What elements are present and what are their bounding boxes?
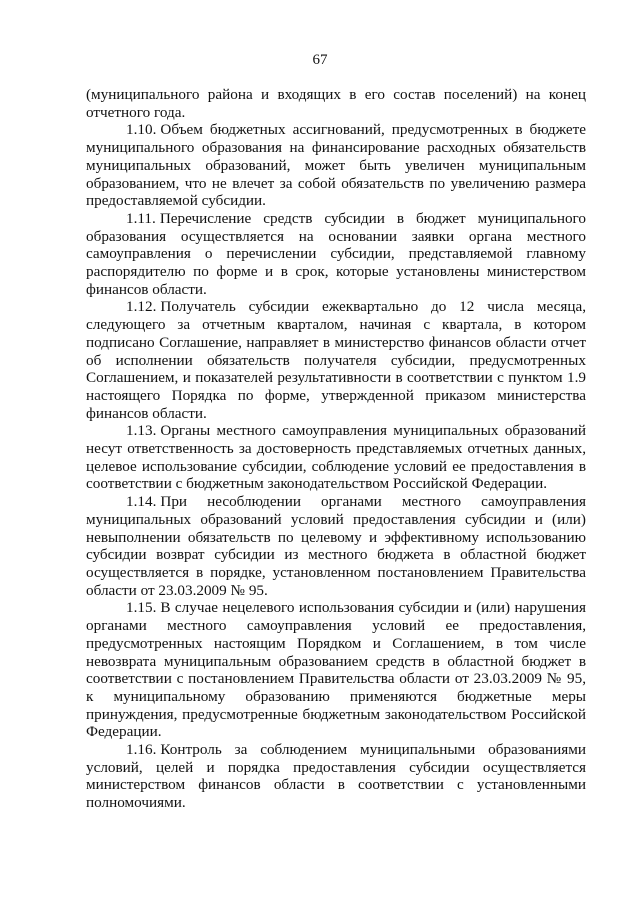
paragraph-text: Объем бюджетных ассигнований, предусмотренных в бюджете муниципального образования на финансирование расходных обязательств муниципальных образований, может быть увеличен муниципальным образованием, что не влечет за собой обязательств по увеличению размера предоставляемой субсидии. — [86, 121, 586, 210]
paragraph-number: 1.13. — [126, 422, 157, 440]
paragraph-number: 1.11. — [126, 209, 156, 227]
paragraph-1-15 — [86, 599, 586, 741]
paragraph-1-12 — [86, 298, 586, 422]
paragraph-text: Контроль за соблюдением муниципальными образованиями условий, целей и порядка предоставления субсидии осуществляется министерством финансов области в соответствии с установленными полномочиями. — [86, 741, 586, 812]
paragraph-text: Перечисление средств субсидии в бюджет муниципального образования осуществляется на основании заявки органа местного самоуправления о перечислении субсидии, представляемой главному распорядителю по форме и в срок, которые установлены министерством финансов области. — [86, 209, 586, 298]
paragraph-continuation — [86, 86, 586, 121]
page-number: 67 — [312, 52, 328, 68]
paragraph-text: Получатель субсидии ежеквартально до 12 числа месяца, следующего за отчетным кварталом, начиная с квартала, в котором подписано Соглашение, направляет в министерство финансов области отчет об исполнении обязательств получателя субсидии, предусмотренных Соглашением, и показателей результативности в соответствии с пунктом 1.9 настоящего Порядка по форме, утвержденной приказом министерства финансов области. — [86, 298, 586, 422]
paragraph-number: 1.14. — [126, 493, 157, 511]
document-body — [86, 86, 586, 812]
paragraph-number: 1.12. — [126, 298, 157, 316]
paragraph-number: 1.10. — [126, 121, 157, 139]
paragraph-1-13 — [86, 422, 586, 493]
paragraph-text: (муниципального района и входящих в его состав поселений) на конец отчетного года. — [86, 86, 586, 121]
paragraph-1-10 — [86, 121, 586, 210]
paragraph-number: 1.16. — [126, 741, 157, 759]
paragraph-number: 1.15. — [126, 599, 157, 617]
paragraph-text: В случае нецелевого использования субсидии и (или) нарушения органами местного самоуправления условий ее предоставления, предусмотренных настоящим Порядком и Соглашением, в том числе невозврата муниципальным образованием средств в областной бюджет в соответствии с постановлением Правительства области от 23.03.2009 № 95, к муниципальному образованию применяются бюджетные меры принуждения, предусмотренные бюджетным законодательством Российской Федерации. — [86, 599, 586, 741]
paragraph-1-16 — [86, 741, 586, 812]
paragraph-1-14 — [86, 493, 586, 599]
paragraph-text: При несоблюдении органами местного самоуправления муниципальных образований условий предоставления субсидии и (или) невыполнении обязательств по целевому и эффективному использованию субсидии возврат субсидии из местного бюджета в областной бюджет осуществляется в порядке, установленном постановлением Правительства области от 23.03.2009 № 95. — [86, 493, 586, 599]
paragraph-text: Органы местного самоуправления муниципальных образований несут ответственность за достоверность представляемых отчетных данных, целевое использование субсидии, соблюдение условий ее предоставления в соответствии с бюджетным законодательством Российской Федерации. — [86, 422, 586, 493]
paragraph-1-11 — [86, 210, 586, 299]
